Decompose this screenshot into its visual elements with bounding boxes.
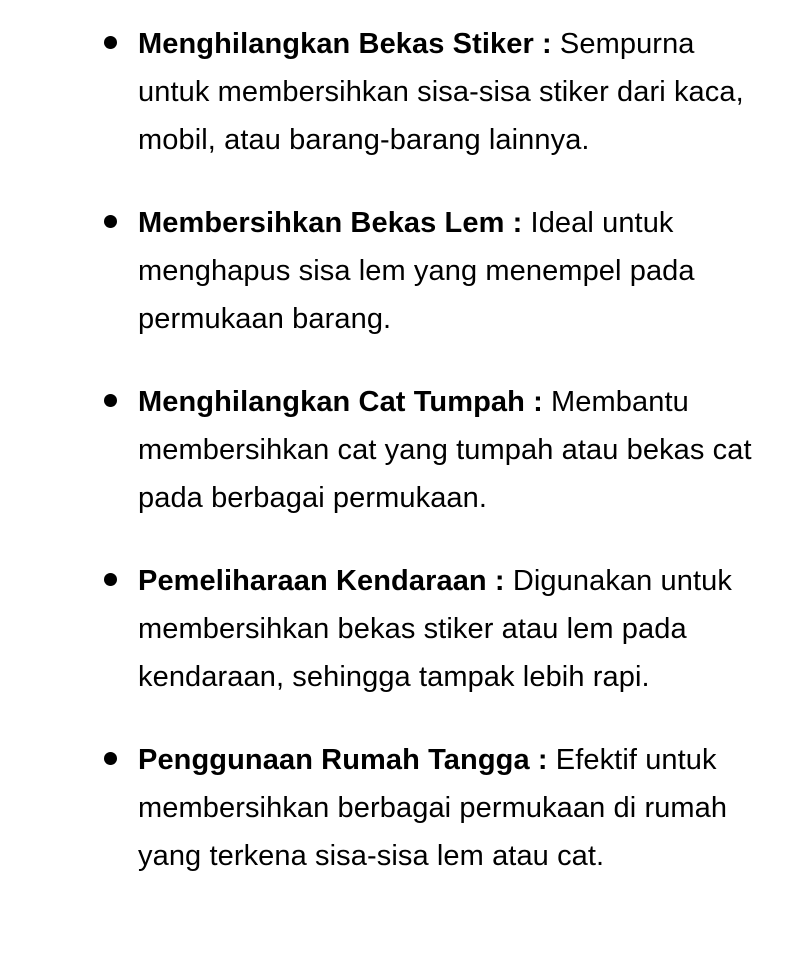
item-title: Menghilangkan Cat Tumpah : — [138, 386, 552, 418]
item-title: Menghilangkan Bekas Stiker : — [138, 28, 560, 60]
item-text: Sempurna untuk membersihkan sisa-sisa stiker dari kaca, mobil, atau barang-barang lainnya. — [138, 28, 744, 156]
bullet-icon — [104, 394, 117, 407]
list-item-vehicle-care — [0, 557, 800, 701]
item-text: Digunakan untuk membersihkan bekas stiker atau lem pada kendaraan, sehingga tampak lebih rapi. — [138, 565, 732, 693]
bullet-icon — [104, 573, 117, 586]
item-title: Penggunaan Rumah Tangga : — [138, 744, 556, 776]
item-text: Efektif untuk membersihkan berbagai permukaan di rumah yang terkena sisa-sisa lem atau cat. — [138, 744, 728, 872]
bullet-icon — [104, 215, 117, 228]
bullet-icon — [104, 36, 117, 49]
item-title: Pemeliharaan Kendaraan : — [138, 565, 513, 597]
list-item-household-use — [0, 736, 800, 880]
item-text: Membantu membersihkan cat yang tumpah atau bekas cat pada berbagai permukaan. — [138, 386, 752, 514]
usage-list — [0, 20, 800, 915]
item-text: Ideal untuk menghapus sisa lem yang menempel pada permukaan barang. — [138, 207, 695, 335]
item-title: Membersihkan Bekas Lem : — [138, 207, 531, 239]
bullet-icon — [104, 752, 117, 765]
list-item-remove-sticker — [0, 20, 800, 164]
list-item-clean-glue — [0, 199, 800, 343]
list-item-remove-paint — [0, 378, 800, 522]
